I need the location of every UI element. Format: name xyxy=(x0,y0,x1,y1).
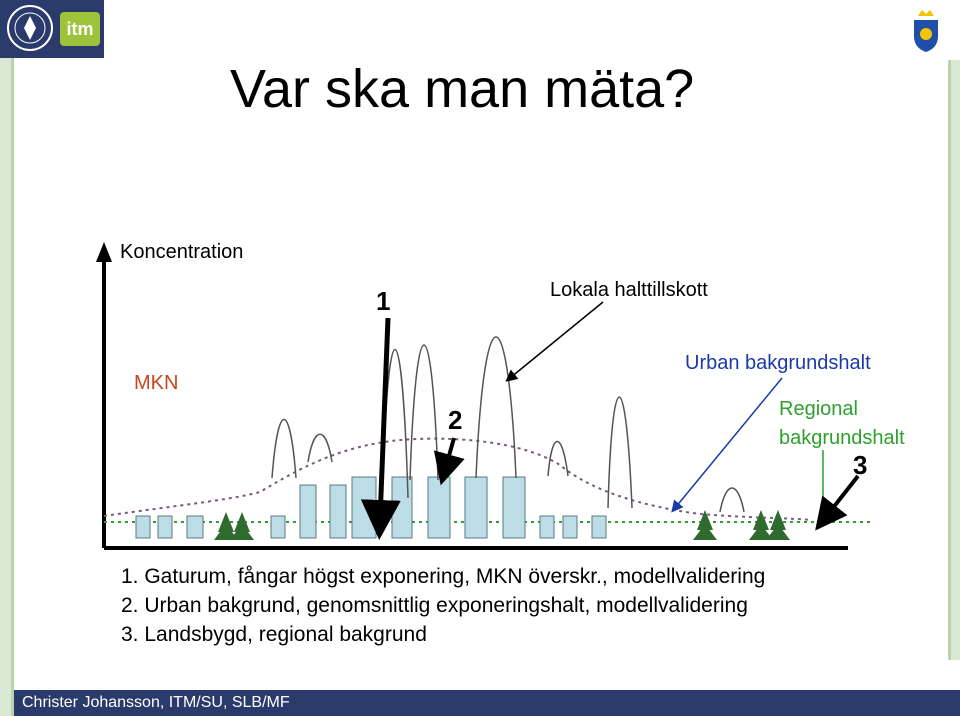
regional-background-label-1: Regional xyxy=(779,398,858,420)
marker-1-label: 1 xyxy=(376,286,391,316)
local-peaks-label: Lokala halttillskott xyxy=(550,279,708,301)
list-item: 2. Urban bakgrund, genomsnittlig exponeringshalt, modellvalidering xyxy=(121,594,748,617)
arrow-1 xyxy=(380,318,388,520)
leader-local-peaks xyxy=(510,302,603,378)
mkn-label: MKN xyxy=(134,372,179,394)
list-item: 1. Gaturum, fångar högst exponering, MKN överskr., modellvalidering xyxy=(121,565,766,588)
arrow-2 xyxy=(445,438,454,470)
list-item: 3. Landsbygd, regional bakgrund xyxy=(121,623,427,646)
leader-regional xyxy=(675,378,782,508)
regional-background-label-2: bakgrundshalt xyxy=(779,427,905,449)
marker-2-label: 2 xyxy=(448,405,463,435)
buildings xyxy=(136,477,606,538)
page-title: Var ska man mäta? xyxy=(230,59,695,119)
marker-3-label: 3 xyxy=(853,450,868,480)
urban-background-label: Urban bakgrundshalt xyxy=(685,352,871,374)
footer-credit: Christer Johansson, ITM/SU, SLB/MF xyxy=(14,690,960,716)
itm-logo: itm xyxy=(60,12,100,46)
urban-background-curve xyxy=(104,439,812,520)
arrow-3 xyxy=(825,476,858,518)
explanation-list xyxy=(121,562,765,649)
y-axis-label: Koncentration xyxy=(120,241,244,263)
